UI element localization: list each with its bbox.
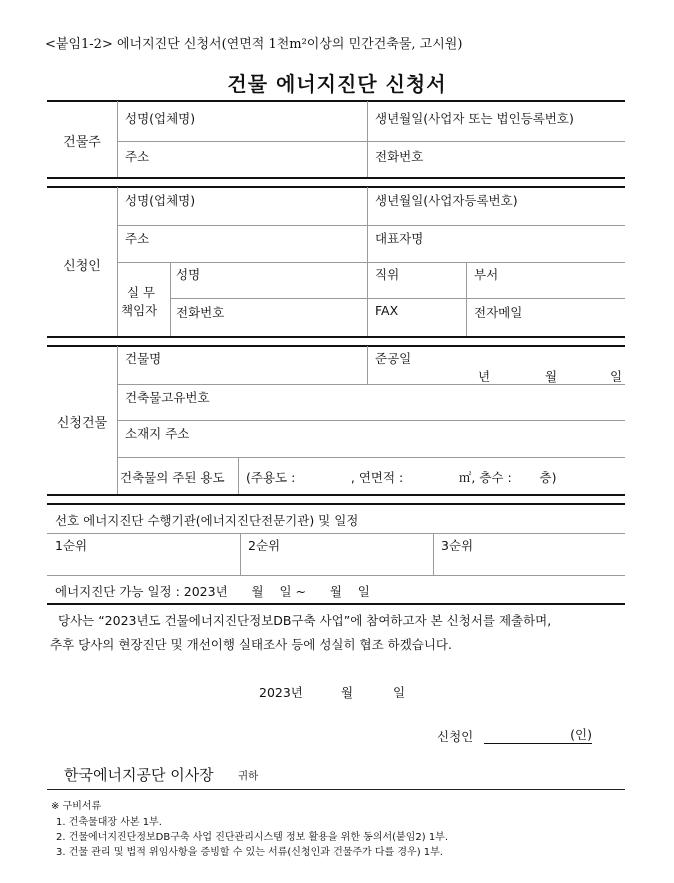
agency-rank-divider <box>47 575 625 576</box>
owner-phone-field[interactable]: 전화번호 <box>375 149 424 164</box>
manager-label-line2: 책임자 <box>121 303 158 318</box>
date-day[interactable]: 일 <box>393 685 406 700</box>
owner-col-divider <box>367 101 368 177</box>
owner-name-field[interactable]: 성명(업체명) <box>125 111 196 126</box>
building-unique-no-field[interactable]: 건축물고유번호 <box>125 390 210 405</box>
applicant-row2-divider <box>117 262 625 263</box>
building-row3-divider <box>117 457 625 458</box>
agency-section-title: 선호 에너지진단 수행기관(에너지진단전문기관) 및 일정 <box>55 513 359 528</box>
manager-name-field[interactable]: 성명 <box>176 267 201 282</box>
owner-top-border <box>47 100 625 102</box>
usage-col-divider <box>238 458 239 494</box>
building-row2-divider <box>117 420 625 421</box>
manager-dept-field[interactable]: 부서 <box>474 267 499 282</box>
manager-position-field[interactable]: 직위 <box>375 267 400 282</box>
completion-year[interactable]: 년 <box>478 369 491 384</box>
agency-rank2-field[interactable]: 2순위 <box>248 538 281 553</box>
rank-divider-2 <box>433 534 434 575</box>
owner-bottom-border <box>47 177 625 179</box>
applicant-row1-divider <box>117 225 625 226</box>
agency-rank3-field[interactable]: 3순위 <box>441 538 474 553</box>
applicant-address-field[interactable]: 주소 <box>125 231 150 246</box>
manager-label-line1: 실 무 <box>127 285 156 300</box>
manager-fax-field[interactable]: FAX <box>375 303 399 318</box>
documents-item-3: 3. 건물 관리 및 법적 위임사항을 증빙할 수 있는 서류(신청인과 건물주가 다를 경우) 1부. <box>56 847 443 858</box>
applicant-ceo-field[interactable]: 대표자명 <box>375 231 424 246</box>
recipient-name: 한국에너지공단 이사장 <box>64 766 214 784</box>
usage-label: 건축물의 주된 용도 <box>120 470 225 485</box>
applicant-section-label: 신청인 <box>63 259 101 274</box>
documents-item-1: 1. 건축물대장 사본 1부. <box>56 817 162 828</box>
documents-title: ※ 구비서류 <box>51 801 102 812</box>
agency-top-border <box>47 503 625 505</box>
documents-item-2: 2. 건물에너지진단정보DB구축 사업 진단관리시스템 정보 활용을 위한 동의서(붙임2) 1부. <box>56 832 449 843</box>
building-label-divider <box>117 346 118 494</box>
building-section-label: 신청건물 <box>56 416 108 431</box>
applicant-birth-field[interactable]: 생년월일(사업자등록번호) <box>375 193 518 208</box>
documents-divider <box>47 789 625 790</box>
applicant-top-border <box>47 186 625 188</box>
agency-title-divider <box>47 533 625 534</box>
completion-date-label: 준공일 <box>375 351 412 366</box>
attachment-header: <붙임1-2> 에너지진단 신청서(연면적 1천m²이상의 민간건축물, 고시원) <box>45 37 463 52</box>
owner-birth-field[interactable]: 생년월일(사업자 또는 법인등록번호) <box>375 111 574 126</box>
owner-section-label: 건물주 <box>63 135 101 150</box>
signature-seal: (인) <box>484 725 592 744</box>
owner-label-divider <box>117 101 118 177</box>
completion-day[interactable]: 일 <box>610 369 623 384</box>
building-top-border <box>47 345 625 347</box>
owner-row-divider <box>117 141 625 142</box>
manager-label-divider <box>170 263 171 336</box>
applicant-row3-divider <box>170 298 625 299</box>
completion-month[interactable]: 월 <box>545 369 558 384</box>
applicant-name-field[interactable]: 성명(업체명) <box>125 193 196 208</box>
date-month[interactable]: 월 <box>341 685 354 700</box>
recipient-suffix: 귀하 <box>238 770 259 782</box>
usage-fill-field[interactable]: (주용도 : , 연면적 : ㎡, 층수 : 층) <box>246 470 557 485</box>
building-location-field[interactable]: 소재지 주소 <box>125 426 190 441</box>
agency-rank1-field[interactable]: 1순위 <box>55 538 88 553</box>
manager-col-divider <box>466 263 467 336</box>
signature-field[interactable] <box>484 725 592 744</box>
rank-divider-1 <box>240 534 241 575</box>
agency-bottom-border <box>47 603 625 605</box>
statement-line1: 당사는 “2023년도 건물에너지진단정보DB구축 사업”에 참여하고자 본 신청서를 제출하며, <box>58 613 552 628</box>
building-bottom-border <box>47 494 625 496</box>
schedule-field[interactable]: 에너지진단 가능 일정 : 2023년 월 일 ~ 월 일 <box>55 584 370 599</box>
building-name-field[interactable]: 건물명 <box>125 351 162 366</box>
applicant-label-divider <box>117 187 118 336</box>
owner-address-field[interactable]: 주소 <box>125 149 150 164</box>
form-title: 건물 에너지진단 신청서 <box>227 72 447 96</box>
building-col-divider <box>367 346 368 384</box>
statement-line2: 추후 당사의 현장진단 및 개선이행 실태조사 등에 성실히 협조 하겠습니다. <box>50 637 452 652</box>
date-year[interactable]: 2023년 <box>259 685 303 700</box>
signature-label: 신청인 <box>437 729 474 744</box>
applicant-col-divider <box>367 187 368 336</box>
applicant-bottom-border <box>47 336 625 338</box>
manager-phone-field[interactable]: 전화번호 <box>176 305 225 320</box>
manager-email-field[interactable]: 전자메일 <box>474 305 523 320</box>
